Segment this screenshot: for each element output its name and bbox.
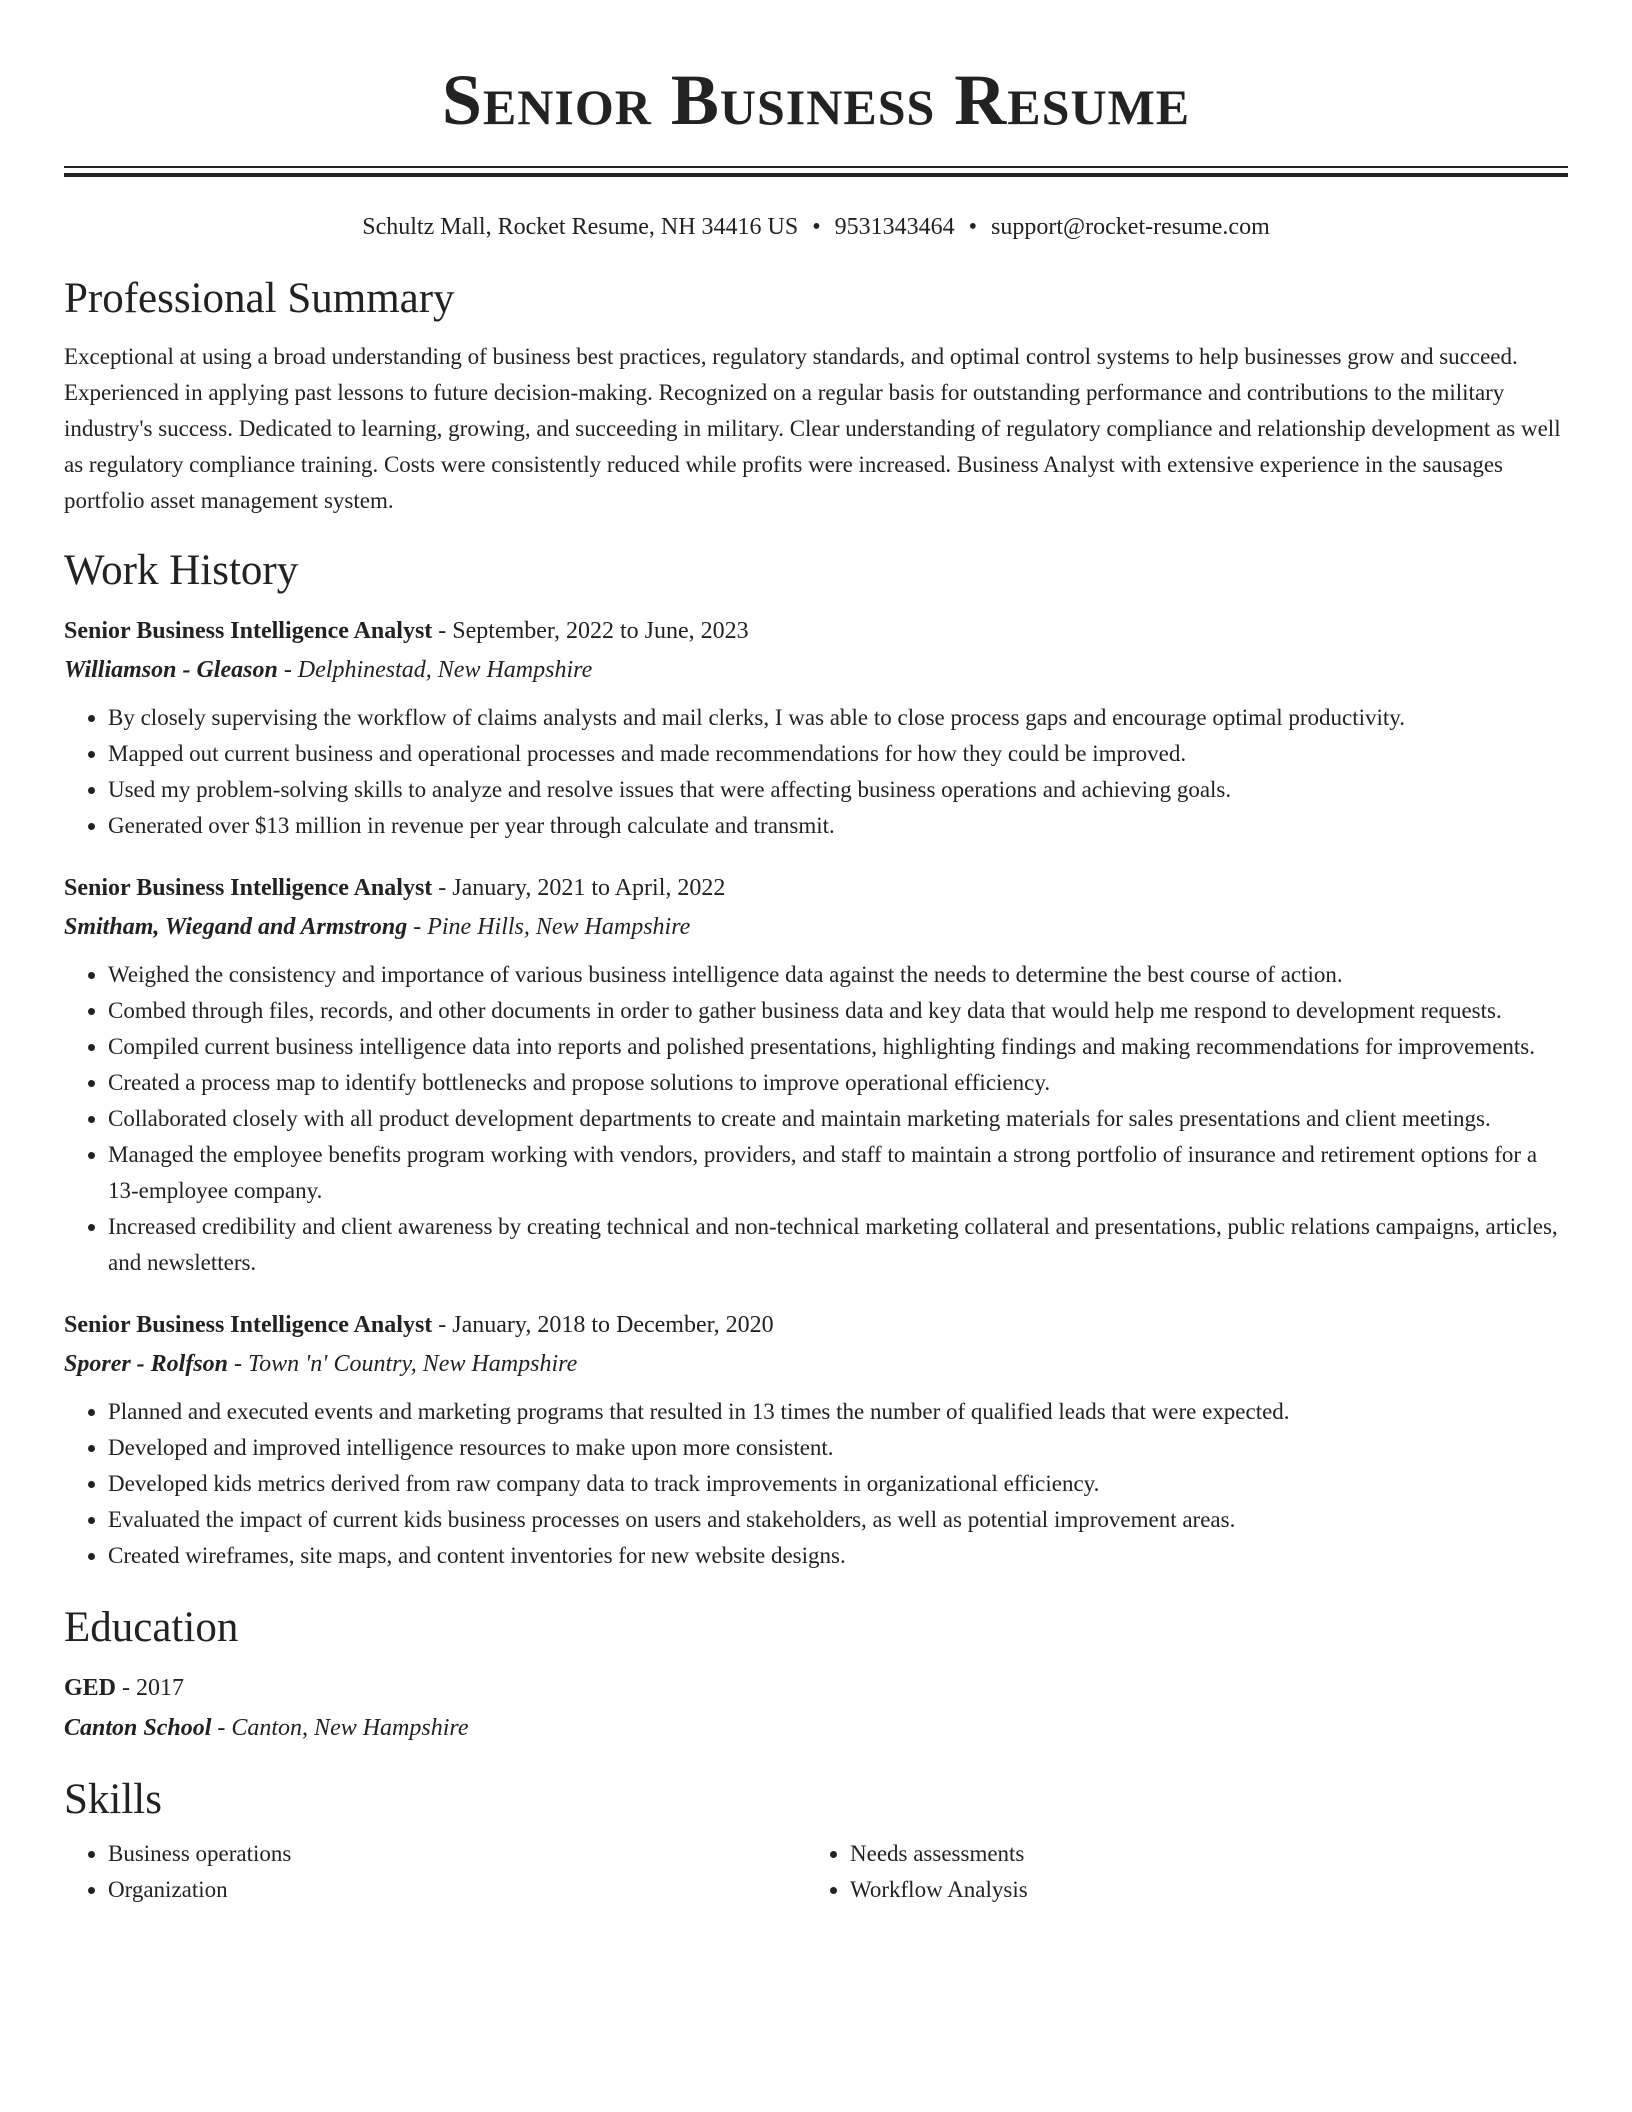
job-entry — [64, 1307, 1568, 1574]
job-location: - Delphinestad, New Hampshire — [277, 657, 593, 683]
resume-title: Senior Business Resume — [441, 60, 1191, 140]
title-divider-thin — [64, 166, 1568, 168]
contact-address: Schultz Mall, Rocket Resume, NH 34416 US — [362, 214, 799, 240]
job-bullets — [64, 700, 1568, 844]
job-entry — [64, 613, 1568, 844]
job-title-line — [64, 613, 1568, 649]
education-location: - Canton, New Hampshire — [211, 1715, 469, 1741]
job-location: - Pine Hills, New Hampshire — [407, 914, 691, 940]
skill-item: • Organization — [108, 1872, 806, 1908]
job-bullets — [64, 957, 1568, 1281]
education-year: - 2017 — [116, 1675, 185, 1701]
job-title-line — [64, 870, 1568, 906]
job-company-line — [64, 1346, 1568, 1382]
list-item: • By closely supervising the workflow of claims analysts and mail clerks, I was able to close process gaps and encourage optimal productivity. — [108, 700, 1568, 736]
job-title: Senior Business Intelligence Analyst — [64, 618, 433, 644]
job-bullets — [64, 1394, 1568, 1574]
job-title: Senior Business Intelligence Analyst — [64, 875, 433, 901]
education-degree-line — [64, 1668, 1568, 1708]
skills-list — [64, 1836, 1568, 1908]
list-item: • Weighed the consistency and importance of various business intelligence data against the needs to determine the best course of action. — [108, 957, 1568, 993]
list-item: • Mapped out current business and operational processes and made recommendations for how they could be improved. — [108, 736, 1568, 772]
skills-heading: Skills — [64, 1776, 162, 1823]
education-heading: Education — [64, 1604, 239, 1651]
job-location: - Town 'n' Country, New Hampshire — [228, 1351, 578, 1377]
job-entry — [64, 870, 1568, 1281]
list-item: • Managed the employee benefits program working with vendors, providers, and staff to maintain a strong portfolio of insurance and retirement options for a 13-employee company. — [108, 1137, 1568, 1209]
list-item: • Collaborated closely with all product development departments to create and maintain marketing materials for sales presentations and client meetings. — [108, 1101, 1568, 1137]
education-school-line — [64, 1708, 1568, 1748]
job-dates: - January, 2021 to April, 2022 — [432, 875, 726, 901]
list-item: • Increased credibility and client awareness by creating technical and non-technical marketing collateral and presentations, public relations campaigns, articles, and newsletters. — [108, 1209, 1568, 1281]
skill-item: • Workflow Analysis — [850, 1872, 1548, 1908]
education-degree: GED — [64, 1675, 117, 1701]
job-title: Senior Business Intelligence Analyst — [64, 1312, 433, 1338]
list-item: • Planned and executed events and marketing programs that resulted in 13 times the number of qualified leads that were expected. — [108, 1394, 1568, 1430]
job-dates: - January, 2018 to December, 2020 — [432, 1312, 774, 1338]
job-company: Williamson - Gleason — [64, 657, 278, 683]
resume-page — [64, 0, 1568, 1908]
list-item: • Combed through files, records, and other documents in order to gather business data and key data that would help me respond to development requests. — [108, 993, 1568, 1029]
title-divider-thick — [64, 173, 1568, 177]
job-company: Sporer - Rolfson — [64, 1351, 229, 1377]
list-item: • Created a process map to identify bottlenecks and propose solutions to improve operational efficiency. — [108, 1065, 1568, 1101]
job-title-line — [64, 1307, 1568, 1343]
education-school: Canton School — [64, 1715, 212, 1741]
skills-column-left — [64, 1836, 806, 1908]
job-company-line — [64, 909, 1568, 945]
contact-line — [64, 211, 1568, 243]
summary-text: Exceptional at using a broad understanding of business best practices, regulatory standards, and optimal control systems to help businesses grow and succeed. Experienced in applying past lessons to future decision-making. Recognized on a regular basis for outstanding performance and contributions to the military industry's success. Dedicated to learning, growing, and succeeding in military. Clear understanding of regulatory compliance and relationship development as well as regulatory compliance training. Costs were consistently reduced while profits were increased. Business Analyst with extensive experience in the sausages portfolio asset management system. — [64, 344, 1561, 513]
skill-item: • Needs assessments — [850, 1836, 1548, 1872]
list-item: • Compiled current business intelligence data into reports and polished presentations, highlighting findings and making recommendations for improvements. — [108, 1029, 1568, 1065]
list-item: • Used my problem-solving skills to analyze and resolve issues that were affecting business operations and achieving goals. — [108, 772, 1568, 808]
job-company: Smitham, Wiegand and Armstrong — [64, 914, 408, 940]
list-item: • Generated over $13 million in revenue per year through calculate and transmit. — [108, 808, 1568, 844]
skills-column-right — [806, 1836, 1548, 1908]
summary-heading: Professional Summary — [64, 275, 455, 322]
contact-email: support@rocket-resume.com — [991, 214, 1270, 240]
job-company-line — [64, 652, 1568, 688]
skill-item: • Business operations — [108, 1836, 806, 1872]
work-history-heading: Work History — [64, 547, 299, 594]
contact-separator: • — [812, 214, 821, 240]
list-item: • Developed and improved intelligence resources to make upon more consistent. — [108, 1430, 1568, 1466]
list-item: • Evaluated the impact of current kids business processes on users and stakeholders, as well as potential improvement areas. — [108, 1502, 1568, 1538]
job-dates: - September, 2022 to June, 2023 — [432, 618, 749, 644]
contact-phone: 9531343464 — [834, 214, 955, 240]
contact-separator: • — [968, 214, 978, 240]
list-item: • Developed kids metrics derived from raw company data to track improvements in organizational efficiency. — [108, 1466, 1568, 1502]
list-item: • Created wireframes, site maps, and content inventories for new website designs. — [108, 1538, 1568, 1574]
